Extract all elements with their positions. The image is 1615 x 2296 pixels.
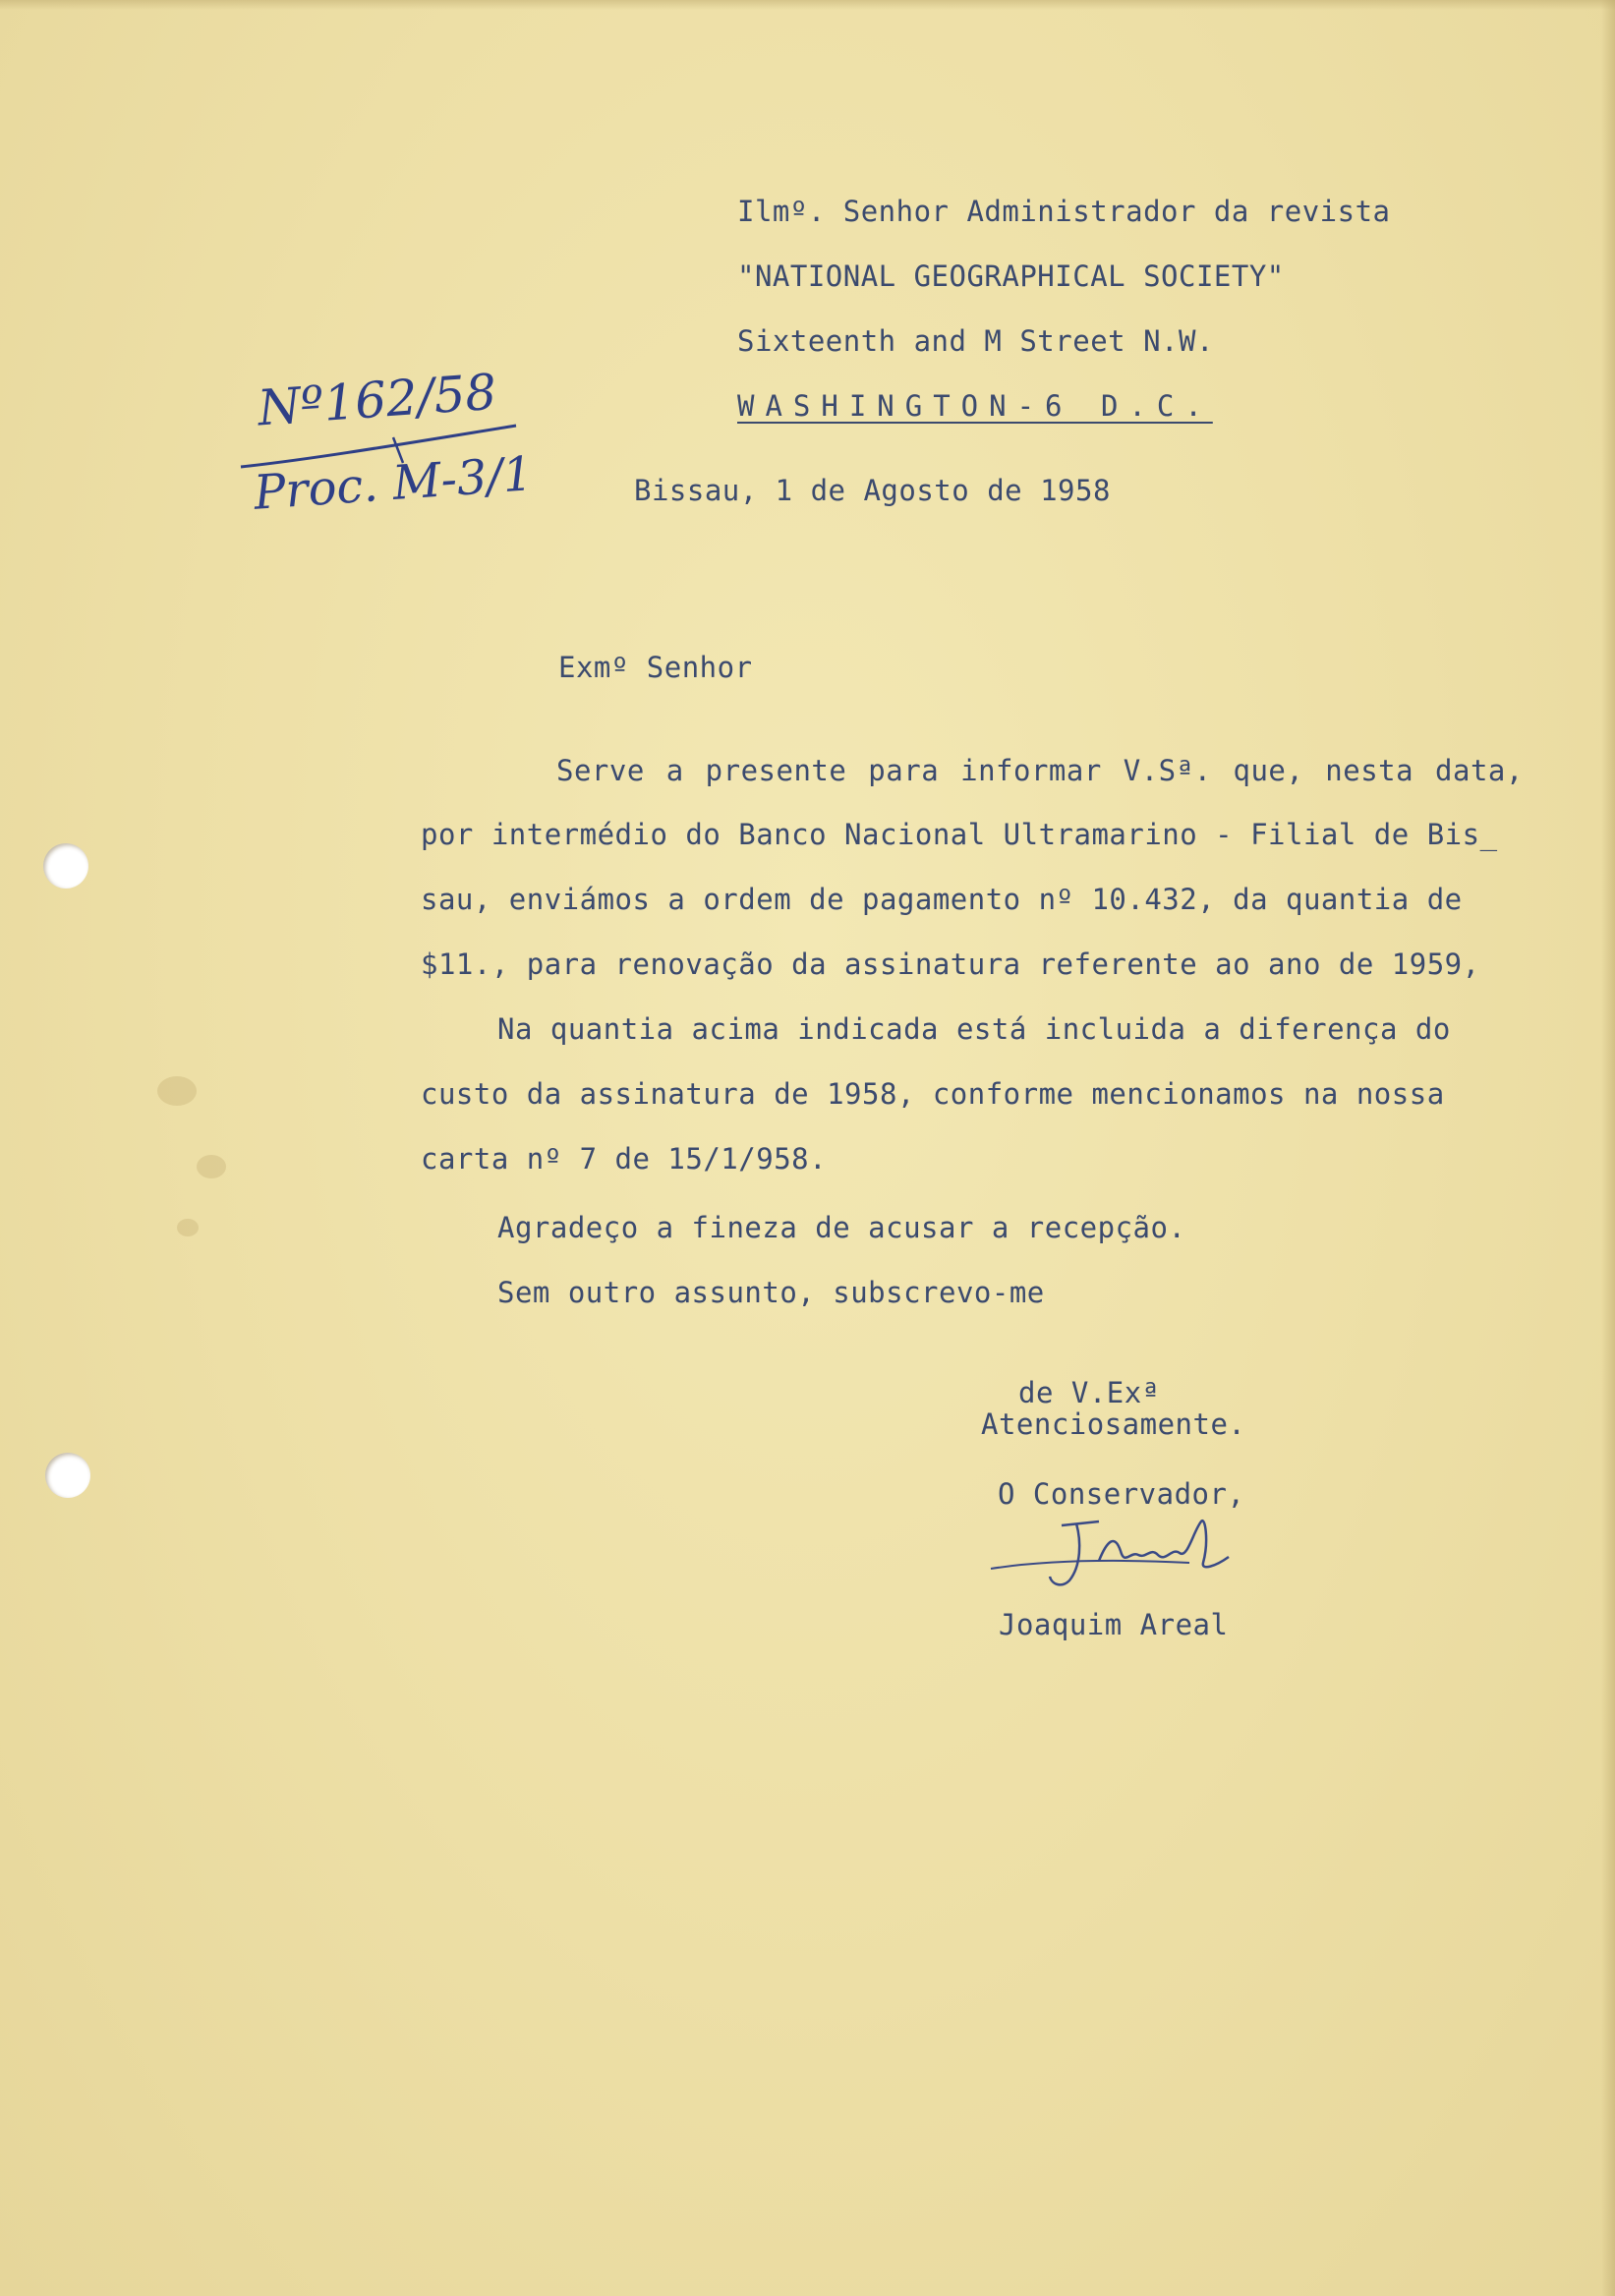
body-line: $11., para renovação da assinatura referente ao ano de 1959, [421, 947, 1480, 981]
body-line: sau, enviámos a ordem de pagamento nº 10.432, da quantia de [421, 883, 1463, 916]
age-spot [157, 1076, 197, 1106]
age-spot [197, 1155, 226, 1178]
closing-regards: Atenciosamente. [981, 1407, 1246, 1441]
body-line: Serve a presente para informar V.Sª. que, nesta data, [556, 754, 1524, 787]
closing-courtesy: de V.Exª [1018, 1376, 1160, 1409]
body-line: Na quantia acima indicada está incluida a diferença do [497, 1012, 1451, 1046]
body-line: custo da assinatura de 1958, conforme mencionamos na nossa [421, 1077, 1445, 1111]
punch-hole-lower [45, 1453, 90, 1498]
handwritten-reference-number: Nº162/58 [256, 363, 498, 437]
body-line: por intermédio do Banco Nacional Ultramarino - Filial de Bis_ [421, 818, 1498, 851]
handwritten-signature [983, 1512, 1278, 1600]
body-line: carta nº 7 de 15/1/958. [421, 1142, 828, 1176]
punch-hole-upper [43, 843, 88, 889]
recipient-organization: "NATIONAL GEOGRAPHICAL SOCIETY" [737, 259, 1285, 293]
recipient-city: WASHINGTON-6 D.C. [737, 389, 1213, 423]
paper-edge-top [0, 0, 1615, 10]
recipient-title: Ilmº. Senhor Administrador da revista [737, 195, 1391, 228]
signatory-name: Joaquim Areal [999, 1608, 1229, 1641]
body-line: Sem outro assunto, subscrevo-me [497, 1276, 1045, 1309]
handwritten-underline [236, 408, 521, 487]
body-line: Agradeço a fineza de acusar a recepção. [497, 1211, 1186, 1244]
closing-role: O Conservador, [998, 1477, 1245, 1511]
handwritten-process-number: Proc. M-3/1 [252, 446, 535, 521]
age-spot [177, 1219, 199, 1236]
salutation: Exmº Senhor [558, 651, 753, 684]
recipient-street: Sixteenth and M Street N.W. [737, 324, 1214, 358]
date-line: Bissau, 1 de Agosto de 1958 [634, 474, 1111, 507]
paper-edge-right [1601, 0, 1615, 2296]
